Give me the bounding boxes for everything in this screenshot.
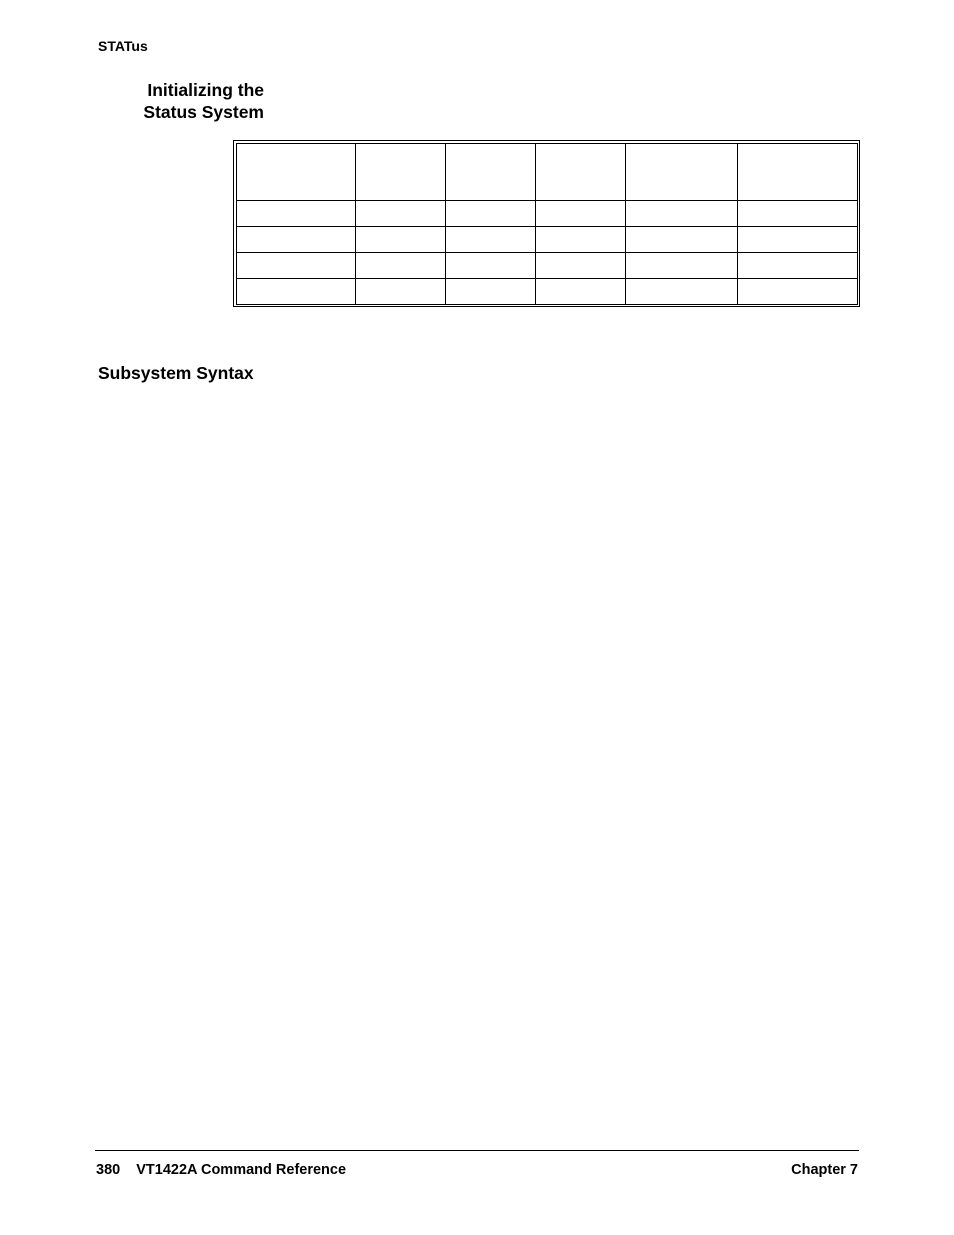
table-cell	[446, 253, 536, 279]
table-header-cell	[237, 144, 356, 201]
table-row	[237, 227, 858, 253]
table-cell	[446, 227, 536, 253]
footer-divider	[95, 1150, 859, 1151]
table-cell	[626, 227, 738, 253]
table-row	[237, 201, 858, 227]
table-cell	[738, 253, 858, 279]
table-cell	[356, 253, 446, 279]
book-title: VT1422A Command Reference	[136, 1162, 347, 1178]
table-cell	[446, 201, 536, 227]
table-cell	[237, 279, 356, 305]
page-number: 380	[96, 1162, 121, 1178]
table-cell	[237, 201, 356, 227]
table-header-row	[237, 144, 858, 201]
table-cell	[237, 253, 356, 279]
running-header: STATus	[98, 38, 148, 54]
table-cell	[446, 279, 536, 305]
section-title-subsystem-syntax: Subsystem Syntax	[98, 363, 254, 383]
status-table-frame	[233, 140, 860, 307]
section-title-line-2: Status System	[143, 102, 264, 122]
table-header-cell	[446, 144, 536, 201]
table-cell	[536, 201, 626, 227]
table-header-cell	[536, 144, 626, 201]
table-cell	[738, 227, 858, 253]
table-cell	[356, 201, 446, 227]
section-title-line-1: Initializing the	[147, 80, 264, 100]
table-header-cell	[738, 144, 858, 201]
table-cell	[626, 201, 738, 227]
table-cell	[237, 227, 356, 253]
table-cell	[536, 227, 626, 253]
table-row	[237, 279, 858, 305]
footer-left	[96, 1162, 346, 1178]
status-table	[236, 143, 858, 305]
table-header-cell	[356, 144, 446, 201]
table-cell	[356, 279, 446, 305]
table-cell	[356, 227, 446, 253]
table-cell	[626, 279, 738, 305]
chapter-label: Chapter 7	[791, 1162, 858, 1178]
table-cell	[738, 279, 858, 305]
table-cell	[626, 253, 738, 279]
table-cell	[536, 279, 626, 305]
table-cell	[536, 253, 626, 279]
table-header-cell	[626, 144, 738, 201]
section-title-initializing	[143, 79, 264, 123]
table-cell	[738, 201, 858, 227]
table-row	[237, 253, 858, 279]
